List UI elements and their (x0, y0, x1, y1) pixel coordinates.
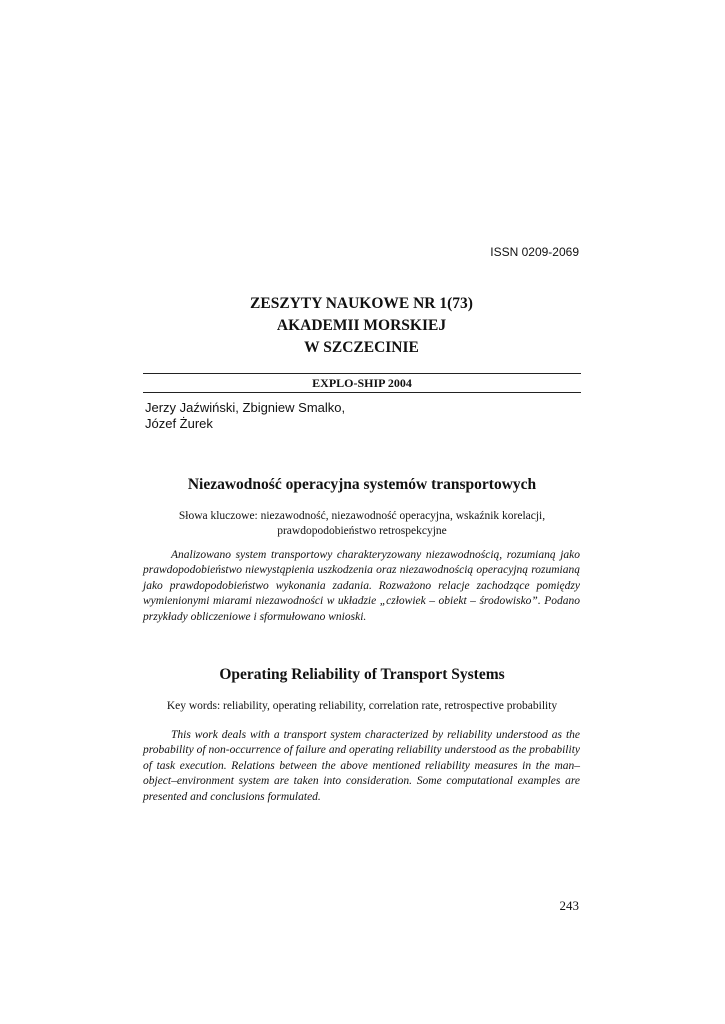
bottom-rule-divider (143, 392, 581, 393)
journal-title-line-2: AKADEMII MORSKIEJ (276, 317, 447, 334)
polish-keywords-line-1: Słowa kluczowe: niezawodność, niezawodność operacyjna, wskaźnik korelacji, (178, 510, 546, 522)
polish-paper-title: Niezawodność operacyjna systemów transportowych (187, 476, 537, 493)
authors-line-2: Józef Żurek (145, 416, 213, 431)
authors-line-1: Jerzy Jaźwiński, Zbigniew Smalko, (145, 400, 346, 415)
polish-keywords (143, 509, 581, 539)
issn-label: ISSN 0209-2069 (490, 245, 579, 259)
journal-title (143, 293, 580, 359)
english-abstract: This work deals with a transport system characterized by reliability understood as the probability of non-occurrence of failure and operating reliability understood as the probability of task execution. Relations between the above mentioned reliability measures in the man–object–environment system are taken into consideration. Some computational examples are presented and conclusions formulated. (143, 729, 580, 803)
english-keywords: Key words: reliability, operating reliability, correlation rate, retrospective probability (166, 700, 558, 712)
polish-keywords-line-2: prawdopodobieństwo retrospekcyjne (277, 525, 447, 537)
journal-title-line-1: ZESZYTY NAUKOWE NR 1(73) (250, 295, 473, 312)
authors (145, 400, 445, 432)
top-rule-divider (143, 373, 581, 374)
english-paper-title: Operating Reliability of Transport Systems (219, 666, 505, 683)
conference-name: EXPLO-SHIP 2004 (312, 376, 412, 390)
polish-abstract: Analizowano system transportowy charakteryzowany niezawodnością, rozumianą jako prawdopodobieństwo niewystąpienia uszkodzenia oraz niezawodnością operacyjną rozumianą jako prawdopodobieństwo wykonania zadania. Rozważono relacje zachodzące pomiędzy wymienionymi miarami niezawodności w układzie „człowiek – obiekt – środowisko”. Podano przykłady obliczeniowe i sformułowano wnioski. (143, 549, 580, 623)
journal-title-line-3: W SZCZECINIE (304, 339, 419, 356)
page-number: 243 (559, 898, 579, 913)
